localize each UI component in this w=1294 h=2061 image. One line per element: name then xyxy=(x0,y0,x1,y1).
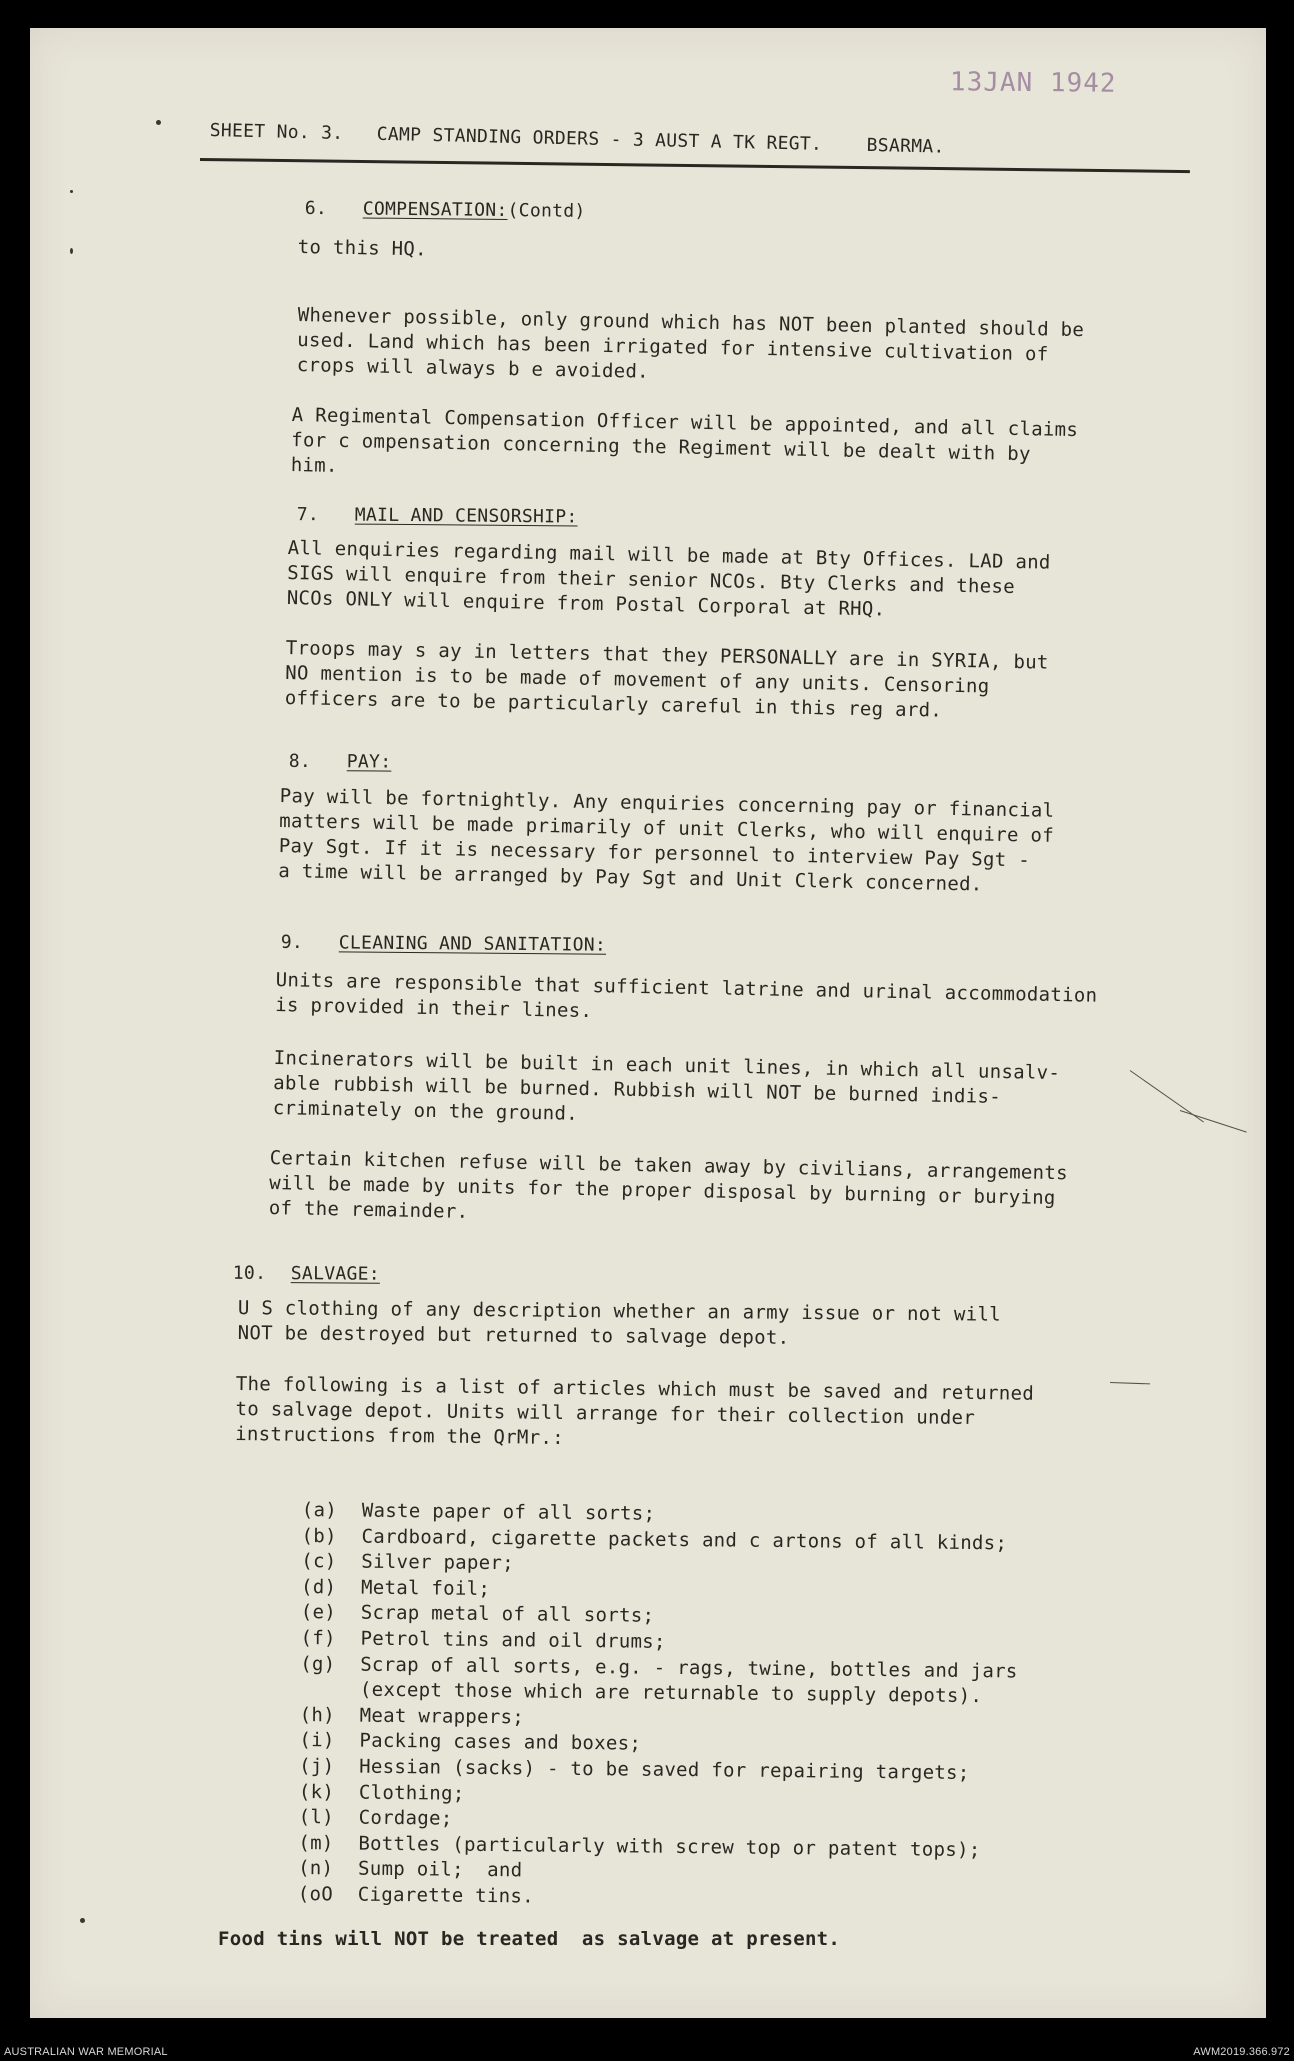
section-number: 6. xyxy=(304,197,328,220)
pencil-stroke xyxy=(1180,1110,1247,1133)
section-title: MAIL AND CENSORSHIP: xyxy=(354,504,578,528)
section-number: 9. xyxy=(280,931,304,954)
section-title: SALVAGE: xyxy=(290,1263,381,1285)
section-number: 7. xyxy=(296,504,320,526)
section-8-paragraph-1: Pay will be fortnightly. Any enquiries concerning pay or financial matters will be made primarily of unit Clerks, who will enquire of Pay Sgt. If it is necessary for personnel to interview Pay Sgt - a time will be arranged by Pay Sgt and Unit Clerk concerned. xyxy=(278,784,1055,896)
pencil-stroke xyxy=(1110,1382,1150,1384)
salvage-item-label: (b) xyxy=(301,1524,337,1547)
margin-mark xyxy=(70,248,73,254)
salvage-item-text: Clothing; xyxy=(358,1781,465,1805)
salvage-item-label: (i) xyxy=(299,1729,335,1752)
section-7-paragraph-2: Troops may s ay in letters that they PERSONALLY are in SYRIA, but NO mention is to be made of movement of any units. Censoring officers are to be particularly careful in this reg ard. xyxy=(284,636,1049,722)
section-number: 8. xyxy=(288,750,312,773)
salvage-item-text: Petrol tins and oil drums; xyxy=(360,1627,666,1653)
header-rule xyxy=(200,158,1190,173)
margin-mark xyxy=(80,1918,85,1923)
salvage-item-text: Bottles (particularly with screw top or patent tops); xyxy=(358,1832,981,1861)
section-10-paragraph-2: The following is a list of articles which must be saved and returned to salvage depot. Units will arrange for their collection under instructions from the QrMr.: xyxy=(235,1372,1035,1450)
salvage-item-text: Sump oil; and xyxy=(358,1857,523,1882)
salvage-item-label: (f) xyxy=(300,1626,336,1650)
section-6-paragraph-3: A Regimental Compensation Officer will be appointed, and all claims for c ompensation concerning the Regiment will be dealt with by him. xyxy=(290,403,1079,477)
salvage-item-label: (j) xyxy=(299,1754,335,1778)
document-page xyxy=(30,28,1266,2018)
section-title: CLEANING AND SANITATION: xyxy=(338,932,607,956)
section-title: COMPENSATION: xyxy=(362,198,508,222)
margin-mark xyxy=(70,190,73,193)
salvage-item-label: (a) xyxy=(301,1499,338,1522)
salvage-item-text: Waste paper of all sorts; xyxy=(361,1499,656,1525)
salvage-item-text: Scrap metal of all sorts; xyxy=(360,1601,655,1628)
section-10-paragraph-1: U S clothing of any description whether an army issue or not will NOT be destroyed but returned to salvage depot. xyxy=(237,1297,1002,1349)
salvage-item-label: (c) xyxy=(301,1550,337,1573)
section-9-heading xyxy=(214,910,607,976)
salvage-item-label: (n) xyxy=(298,1857,334,1880)
salvage-item-text: Silver paper; xyxy=(361,1550,515,1575)
salvage-items-list xyxy=(298,1498,1062,1915)
margin-mark xyxy=(156,120,161,125)
section-6-paragraph-2: Whenever possible, only ground which has NOT been planted should be used. Land which has been irrigated for intensive cultivation of crops will always b e avoided. xyxy=(296,303,1085,383)
salvage-item-text: Scrap of all sorts, e.g. - rags, twine, bottles and jars xyxy=(360,1653,1018,1683)
section-title: PAY: xyxy=(346,751,392,773)
food-tins-note: Food tins will NOT be treated as salvage at present. xyxy=(218,1928,841,1950)
date-stamp: 13JAN 1942 xyxy=(949,67,1117,99)
typed-sheet xyxy=(30,28,1266,2018)
salvage-item-label: (l) xyxy=(298,1806,334,1829)
section-9-paragraph-2: Incinerators will be built in each unit lines, in which all unsalv- able rubbish will be burned. Rubbish will NOT be burned indis- criminately on the ground. xyxy=(272,1046,1061,1125)
sheet-header: SHEET No. 3. CAMP STANDING ORDERS - 3 AUST A TK REGT. BSARMA. xyxy=(209,120,945,158)
section-6-heading xyxy=(238,176,586,243)
salvage-item-label: (h) xyxy=(299,1703,336,1727)
section-7-paragraph-1: All enquiries regarding mail will be made at Bty Offices. LAD and SIGS will enquire from their senior NCOs. Bty Clerks and these NCOs ONLY will enquire from Postal Corporal at RHQ. xyxy=(286,536,1051,621)
section-6-paragraph-1: to this HQ. xyxy=(297,235,428,261)
section-number: 10. xyxy=(232,1262,267,1284)
salvage-item-text: Packing cases and boxes; xyxy=(359,1729,642,1755)
archive-caption-right: AWM2019.366.972 xyxy=(1193,2046,1290,2058)
section-title-suffix: (Contd) xyxy=(507,200,586,222)
salvage-item-text: Cigarette tins. xyxy=(357,1883,535,1908)
salvage-item-label: (m) xyxy=(298,1831,334,1855)
salvage-item-text: Cardboard, cigarette packets and c artons of all kinds; xyxy=(361,1525,1008,1554)
salvage-item-label: (d) xyxy=(300,1575,337,1599)
salvage-item-text: (except those which are returnable to supply depots). xyxy=(359,1678,983,1708)
salvage-item-text: Cordage; xyxy=(358,1806,453,1830)
archive-caption-left: AUSTRALIAN WAR MEMORIAL xyxy=(4,2046,168,2058)
salvage-item-label: (k) xyxy=(298,1780,335,1803)
salvage-item-text: Hessian (sacks) - to be saved for repairing targets; xyxy=(359,1755,970,1784)
salvage-item-label xyxy=(300,1677,360,1703)
salvage-item-label: (e) xyxy=(300,1601,337,1624)
salvage-item-text: Meat wrappers; xyxy=(359,1704,525,1729)
salvage-item-text: Metal foil; xyxy=(360,1576,491,1600)
salvage-item-label: (g) xyxy=(300,1652,336,1675)
section-9-paragraph-1: Units are responsible that sufficient latrine and urinal accommodation is provided in their lines. xyxy=(275,968,1098,1023)
salvage-item-label: (oO xyxy=(297,1882,334,1906)
section-9-paragraph-3: Certain kitchen refuse will be taken away by civilians, arrangements will be made by units for the proper disposal by burning or burying of the remainder. xyxy=(268,1146,1069,1223)
